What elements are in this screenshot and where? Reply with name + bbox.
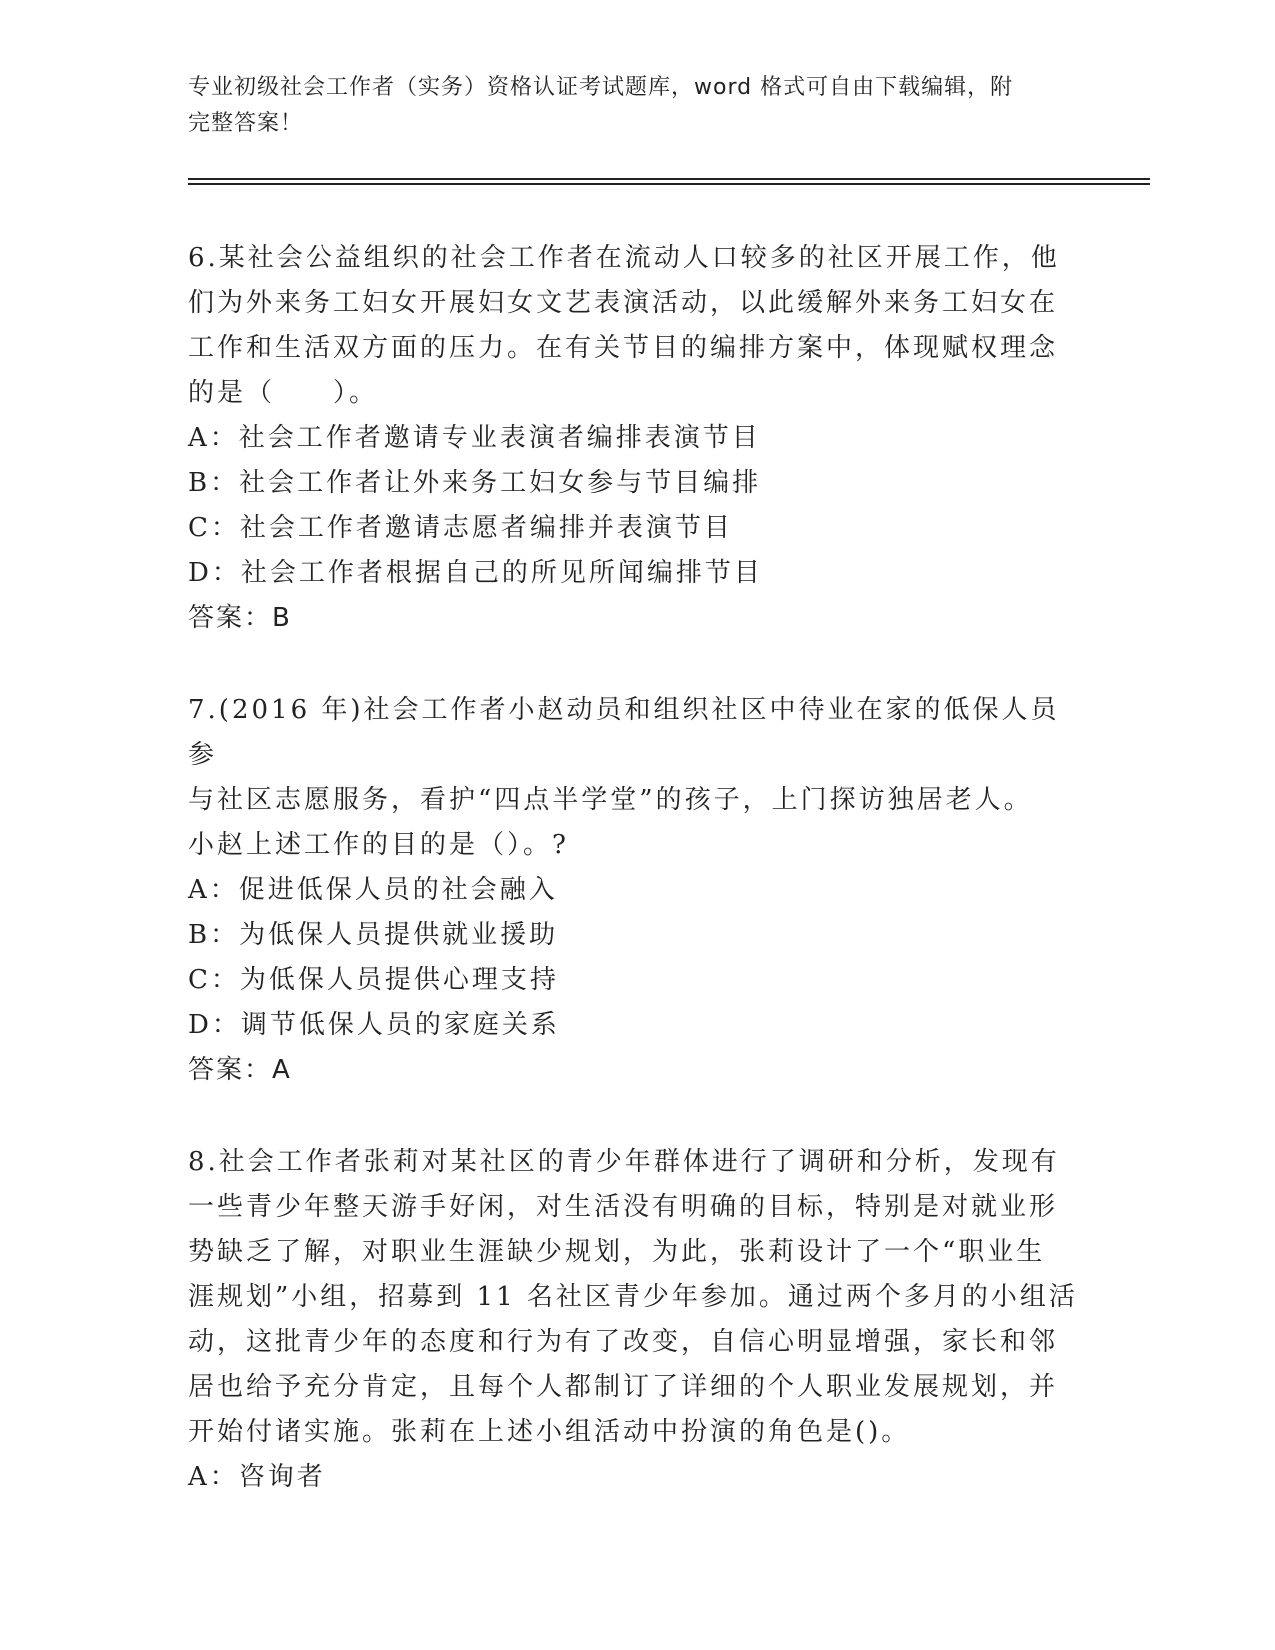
question-6 <box>188 236 1088 641</box>
question-list <box>188 236 1088 1547</box>
question-7-line-1: 7.(2016 年)社会工作者小赵动员和组织社区中待业在家的低保人员参 <box>188 695 1060 770</box>
page-header <box>188 70 1088 142</box>
header-rule-top <box>188 178 1150 180</box>
question-8-line-3: 势缺乏了解，对职业生涯缺少规划，为此，张莉设计了一个“职业生 <box>188 1237 1046 1267</box>
question-7-line-2: 与社区志愿服务，看护“四点半学堂”的孩子，上门探访独居老人。 <box>188 785 1033 815</box>
header-line-2: 完整答案！ <box>188 111 304 136</box>
question-6-answer: 答案：B <box>188 603 292 633</box>
question-7-option-b: B：为低保人员提供就业援助 <box>188 920 559 950</box>
question-7-line-3: 小赵上述工作的目的是（）。? <box>188 830 569 860</box>
question-6-option-d: D：社会工作者根据自己的所见所闻编排节目 <box>188 558 763 588</box>
question-8-line-1: 8.社会工作者张莉对某社区的青少年群体进行了调研和分析，发现有 <box>188 1147 1060 1177</box>
question-8-line-2: 一些青少年整天游手好闲，对生活没有明确的目标，特别是对就业形 <box>188 1192 1059 1222</box>
question-8 <box>188 1140 1088 1500</box>
question-6-option-c: C：社会工作者邀请志愿者编排并表演节目 <box>188 513 733 543</box>
question-6-option-a: A：社会工作者邀请专业表演者编排表演节目 <box>188 423 761 453</box>
question-7-answer: 答案：A <box>188 1055 292 1085</box>
question-6-line-2: 们为外来务工妇女开展妇女文艺表演活动，以此缓解外来务工妇女在 <box>188 288 1059 318</box>
question-6-option-b: B：社会工作者让外来务工妇女参与节目编排 <box>188 468 762 498</box>
question-8-option-a: A：咨询者 <box>188 1462 326 1492</box>
question-6-line-4: 的是（ ）。 <box>188 378 379 408</box>
question-8-line-7: 开始付诸实施。张莉在上述小组活动中扮演的角色是()。 <box>188 1417 911 1447</box>
question-7-option-d: D：调节低保人员的家庭关系 <box>188 1010 560 1040</box>
header-line-1: 专业初级社会工作者（实务）资格认证考试题库，word 格式可自由下载编辑，附 <box>188 75 1014 100</box>
question-7 <box>188 688 1088 1093</box>
question-8-line-5: 动，这批青少年的态度和行为有了改变，自信心明显增强，家长和邻 <box>188 1327 1059 1357</box>
question-6-line-1: 6.某社会公益组织的社会工作者在流动人口较多的社区开展工作，他 <box>188 243 1060 273</box>
question-7-option-c: C：为低保人员提供心理支持 <box>188 965 559 995</box>
question-6-line-3: 工作和生活双方面的压力。在有关节目的编排方案中，体现赋权理念 <box>188 333 1059 363</box>
question-8-line-4: 涯规划”小组，招募到 11 名社区青少年参加。通过两个多月的小组活 <box>188 1282 1078 1312</box>
question-8-line-6: 居也给予充分肯定，且每个人都制订了详细的个人职业发展规划，并 <box>188 1372 1059 1402</box>
header-rule-bottom <box>188 183 1150 185</box>
question-7-option-a: A：促进低保人员的社会融入 <box>188 875 558 905</box>
